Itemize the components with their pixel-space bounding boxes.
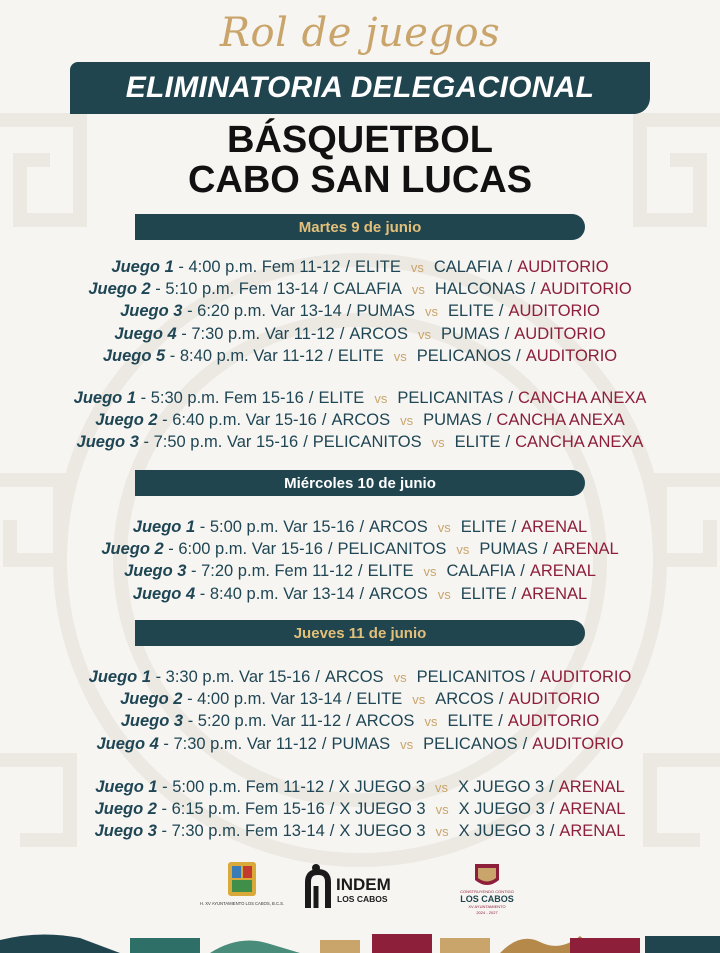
team-2: CALAFIA bbox=[433, 258, 503, 276]
game-number: Juego 2 bbox=[101, 540, 164, 559]
venue: ARENAL bbox=[521, 584, 588, 603]
game-info: - 4:00 p.m. Fem 11-12 bbox=[178, 258, 341, 276]
logo3-top: CONSTRUYENDO CONTIGO bbox=[460, 889, 514, 894]
team-1: ARCOS bbox=[355, 712, 415, 731]
game-row: Juego 3 - 7:30 p.m. Fem 13-14 / X JUEGO 3 vs X JUEGO 3 / ARENAL bbox=[94, 822, 626, 841]
venue: AUDITORIO bbox=[532, 734, 624, 753]
games-day3-group1 bbox=[0, 666, 720, 755]
team-1: PELICANITOS bbox=[312, 433, 422, 452]
game-number: Juego 1 bbox=[73, 389, 137, 407]
vs-label: vs bbox=[435, 824, 449, 840]
game-row: Juego 1 - 5:00 p.m. Fem 11-12 / X JUEGO 3 vs X JUEGO 3 / ARENAL bbox=[95, 778, 625, 796]
team-1: PUMAS bbox=[331, 734, 391, 753]
game-number: Juego 1 bbox=[132, 518, 196, 536]
game-row: Juego 1 - 5:00 p.m. Var 15-16 / ARCOS vs ELITE / ARENAL bbox=[132, 518, 588, 536]
team-1: ARCOS bbox=[349, 324, 409, 343]
team-1: ELITE bbox=[367, 562, 414, 581]
team-2: CALAFIA bbox=[446, 562, 516, 581]
day-header-2 bbox=[135, 470, 585, 496]
team-1: ARCOS bbox=[324, 668, 384, 686]
team-1: X JUEGO 3 bbox=[339, 822, 426, 841]
venue: AUDITORIO bbox=[508, 302, 600, 321]
logo3-main: LOS CABOS bbox=[460, 894, 514, 904]
los-cabos-logo bbox=[452, 860, 522, 916]
venue: CANCHA ANEXA bbox=[496, 411, 625, 430]
team-1: ARCOS bbox=[331, 411, 391, 430]
game-row: Juego 4 - 7:30 p.m. Var 11-12 / ARCOS vs PUMAS / AUDITORIO bbox=[114, 324, 606, 343]
venue: AUDITORIO bbox=[525, 346, 618, 365]
venue: ARENAL bbox=[521, 518, 588, 536]
vs-label: vs bbox=[437, 586, 451, 602]
games-day3-group2 bbox=[0, 776, 720, 843]
vs-label: vs bbox=[412, 692, 426, 708]
game-number: Juego 4 bbox=[96, 734, 159, 753]
venue: AUDITORIO bbox=[508, 690, 600, 709]
banner bbox=[70, 62, 650, 114]
team-2: PELICANITAS bbox=[397, 389, 504, 407]
game-info: - 6:40 p.m. Var 15-16 bbox=[162, 411, 317, 430]
decorative-footer-strip bbox=[0, 930, 720, 953]
team-1: ELITE bbox=[318, 389, 365, 407]
game-info: - 6:20 p.m. Var 13-14 bbox=[187, 302, 342, 321]
logo3-sub: XV AYUNTAMIENTO bbox=[468, 904, 506, 909]
game-row: Juego 4 - 7:30 p.m. Var 11-12 / PUMAS vs PELICANOS / AUDITORIO bbox=[96, 734, 624, 753]
team-2: PUMAS bbox=[441, 324, 500, 343]
sport-line-1: BÁSQUETBOL bbox=[227, 119, 493, 161]
ayuntamiento-crest-logo bbox=[199, 860, 285, 916]
team-1: ARCOS bbox=[369, 518, 428, 536]
game-row: Juego 3 - 6:20 p.m. Var 13-14 / PUMAS vs ELITE / AUDITORIO bbox=[120, 302, 600, 321]
team-1: ARCOS bbox=[369, 584, 428, 603]
footer-logos bbox=[0, 860, 720, 920]
vs-label: vs bbox=[410, 260, 424, 275]
vs-label: vs bbox=[435, 802, 449, 818]
game-row: Juego 3 - 7:50 p.m. Var 15-16 / PELICANITOS vs ELITE / CANCHA ANEXA bbox=[76, 433, 644, 452]
game-number: Juego 5 bbox=[102, 346, 166, 365]
game-row: Juego 1 - 4:00 p.m. Fem 11-12 / ELITE vs CALAFIA / AUDITORIO bbox=[111, 258, 609, 276]
team-2: PELICANOS bbox=[423, 734, 518, 753]
team-1: PUMAS bbox=[356, 302, 416, 321]
venue: ARENAL bbox=[558, 778, 625, 796]
vs-label: vs bbox=[411, 282, 425, 298]
team-2: ELITE bbox=[460, 518, 507, 536]
game-info: - 5:00 p.m. Fem 11-12 bbox=[162, 778, 325, 796]
game-row: Juego 3 - 5:20 p.m. Var 11-12 / ARCOS vs ELITE / AUDITORIO bbox=[120, 712, 600, 731]
game-number: Juego 3 bbox=[94, 822, 157, 841]
game-number: Juego 4 bbox=[132, 584, 196, 603]
venue: AUDITORIO bbox=[539, 668, 632, 686]
team-2: ELITE bbox=[460, 584, 507, 603]
game-info: - 7:30 p.m. Fem 13-14 bbox=[161, 822, 325, 841]
team-2: PUMAS bbox=[423, 411, 482, 430]
team-1: ELITE bbox=[356, 690, 403, 709]
team-2: ARCOS bbox=[435, 690, 494, 709]
game-row: Juego 1 - 3:30 p.m. Var 15-16 / ARCOS vs PELICANITOS / AUDITORIO bbox=[88, 668, 632, 686]
banner-text: ELIMINATORIA DELEGACIONAL bbox=[125, 71, 595, 104]
game-row: Juego 1 - 5:30 p.m. Fem 15-16 / ELITE vs PELICANITAS / CANCHA ANEXA bbox=[73, 389, 647, 407]
game-row: Juego 2 - 5:10 p.m. Fem 13-14 / CALAFIA vs HALCONAS / AUDITORIO bbox=[88, 280, 632, 299]
vs-label: vs bbox=[374, 391, 388, 406]
game-info: - 8:40 p.m. Var 13-14 bbox=[199, 584, 355, 603]
venue: AUDITORIO bbox=[517, 258, 609, 276]
game-row: Juego 2 - 6:15 p.m. Fem 15-16 / X JUEGO 3 vs X JUEGO 3 / ARENAL bbox=[94, 800, 626, 819]
game-number: Juego 4 bbox=[114, 324, 177, 343]
vs-label: vs bbox=[423, 564, 437, 580]
team-2: ELITE bbox=[454, 433, 501, 452]
game-info: - 4:00 p.m. Var 13-14 bbox=[187, 690, 342, 709]
team-1: X JUEGO 3 bbox=[338, 778, 425, 796]
game-info: - 5:30 p.m. Fem 15-16 bbox=[140, 389, 304, 407]
team-2: X JUEGO 3 bbox=[458, 822, 545, 841]
vs-label: vs bbox=[424, 714, 438, 730]
game-info: - 8:40 p.m. Var 11-12 bbox=[169, 346, 324, 365]
indem-logo bbox=[302, 860, 402, 916]
game-info: - 7:30 p.m. Var 11-12 bbox=[181, 324, 335, 343]
script-title: Rol de juegos bbox=[219, 10, 501, 56]
indem-subtext: LOS CABOS bbox=[337, 894, 388, 904]
games-day2-group1 bbox=[0, 516, 720, 605]
venue: AUDITORIO bbox=[514, 324, 606, 343]
sport-heading bbox=[0, 120, 720, 200]
games-day1-group2 bbox=[0, 387, 720, 454]
game-row: Juego 3 - 7:20 p.m. Fem 11-12 / ELITE vs CALAFIA / ARENAL bbox=[124, 562, 596, 581]
game-number: Juego 3 bbox=[120, 302, 183, 321]
day-label: Miércoles 10 de junio bbox=[284, 474, 436, 492]
game-number: Juego 2 bbox=[88, 280, 151, 299]
team-2: ELITE bbox=[448, 302, 494, 321]
team-2: ELITE bbox=[447, 712, 494, 731]
team-1: ELITE bbox=[337, 346, 384, 365]
game-number: Juego 1 bbox=[88, 668, 151, 686]
vs-label: vs bbox=[393, 348, 407, 364]
venue: CANCHA ANEXA bbox=[517, 389, 647, 407]
game-row: Juego 4 - 8:40 p.m. Var 13-14 / ARCOS vs ELITE / ARENAL bbox=[132, 584, 588, 603]
team-1: ELITE bbox=[354, 258, 401, 276]
team-2: PELICANITOS bbox=[416, 668, 526, 686]
vs-label: vs bbox=[418, 326, 432, 342]
vs-label: vs bbox=[434, 780, 448, 795]
logo3-years: 2024 - 2027 bbox=[476, 910, 498, 915]
team-2: PELICANOS bbox=[416, 346, 512, 365]
game-info: - 6:00 p.m. Var 15-16 bbox=[168, 540, 323, 559]
team-2: X JUEGO 3 bbox=[458, 800, 545, 819]
game-row: Juego 2 - 6:40 p.m. Var 15-16 / ARCOS vs PUMAS / CANCHA ANEXA bbox=[95, 411, 625, 430]
vs-label: vs bbox=[431, 435, 445, 451]
logo1-text: H. XV AYUNTAMIENTO LOS CABOS, B.C.S. bbox=[199, 901, 285, 906]
game-number: Juego 3 bbox=[124, 562, 187, 581]
game-number: Juego 2 bbox=[94, 800, 157, 819]
venue: AUDITORIO bbox=[507, 712, 600, 731]
day-header-3 bbox=[135, 620, 585, 646]
game-info: - 5:10 p.m. Fem 13-14 bbox=[155, 280, 319, 299]
indem-text: INDEM bbox=[336, 875, 391, 894]
game-info: - 7:50 p.m. Var 15-16 bbox=[143, 433, 299, 452]
vs-label: vs bbox=[437, 520, 451, 535]
vs-label: vs bbox=[400, 413, 414, 429]
day-header-1 bbox=[135, 214, 585, 240]
day-label: Martes 9 de junio bbox=[298, 218, 422, 236]
game-row: Juego 5 - 8:40 p.m. Var 11-12 / ELITE vs PELICANOS / AUDITORIO bbox=[102, 346, 618, 365]
game-info: - 3:30 p.m. Var 15-16 bbox=[155, 668, 311, 686]
game-info: - 5:20 p.m. Var 11-12 bbox=[187, 712, 342, 731]
game-number: Juego 3 bbox=[120, 712, 184, 731]
game-number: Juego 1 bbox=[95, 778, 158, 796]
game-info: - 6:15 p.m. Fem 15-16 bbox=[161, 800, 325, 819]
team-1: X JUEGO 3 bbox=[339, 800, 426, 819]
game-info: - 7:30 p.m. Var 11-12 bbox=[163, 734, 317, 753]
game-number: Juego 2 bbox=[95, 411, 158, 430]
venue: ARENAL bbox=[552, 540, 619, 559]
venue: ARENAL bbox=[529, 562, 596, 581]
vs-label: vs bbox=[393, 670, 407, 685]
venue: ARENAL bbox=[559, 800, 626, 819]
day-label: Jueves 11 de junio bbox=[293, 624, 427, 642]
vs-label: vs bbox=[400, 736, 414, 752]
game-number: Juego 3 bbox=[76, 433, 139, 452]
team-2: X JUEGO 3 bbox=[457, 778, 545, 796]
team-1: CALAFIA bbox=[333, 280, 402, 299]
team-1: PELICANITOS bbox=[337, 540, 447, 559]
game-row: Juego 2 - 6:00 p.m. Var 15-16 / PELICANITOS vs PUMAS / ARENAL bbox=[101, 540, 619, 559]
vs-label: vs bbox=[425, 304, 439, 320]
sport-line-2: CABO SAN LUCAS bbox=[187, 159, 533, 201]
venue: ARENAL bbox=[559, 822, 626, 841]
game-row: Juego 2 - 4:00 p.m. Var 13-14 / ELITE vs ARCOS / AUDITORIO bbox=[120, 690, 600, 709]
venue: AUDITORIO bbox=[540, 280, 632, 299]
team-2: PUMAS bbox=[479, 540, 539, 559]
venue: CANCHA ANEXA bbox=[515, 433, 644, 452]
game-info: - 5:00 p.m. Var 15-16 bbox=[199, 518, 355, 536]
game-number: Juego 2 bbox=[120, 690, 183, 709]
team-2: HALCONAS bbox=[434, 280, 526, 299]
vs-label: vs bbox=[456, 542, 470, 558]
games-day1-group1 bbox=[0, 256, 720, 367]
game-number: Juego 1 bbox=[111, 258, 174, 276]
game-info: - 7:20 p.m. Fem 11-12 bbox=[191, 562, 354, 581]
